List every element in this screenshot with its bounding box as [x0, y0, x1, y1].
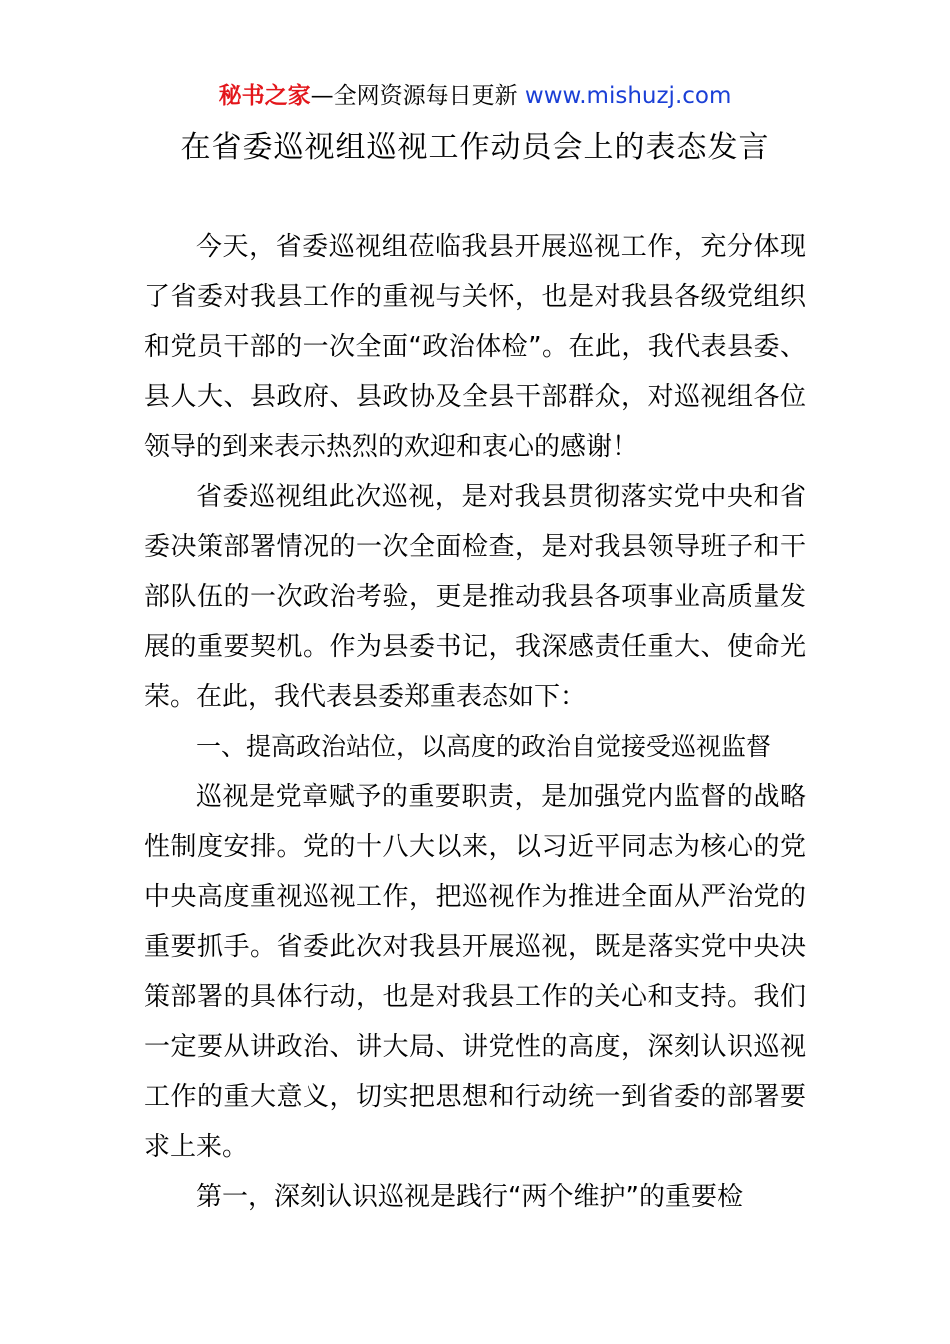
site-header: [0, 80, 950, 112]
brand-name: 秘书之家: [218, 83, 311, 109]
document-body: [144, 222, 806, 1222]
site-slogan: —全网资源每日更新: [310, 83, 525, 109]
section-heading-1: 一、提高政治站位，以高度的政治自觉接受巡视监督: [196, 732, 772, 761]
paragraph-intro: 今天，省委巡视组莅临我县开展巡视工作，充分体现了省委对我县工作的重视与关怀，也是对我县各级党组织和党员干部的一次全面“政治体检”。在此，我代表县委、县人大、县政府、县政协及全县干部群众，对巡视组各位领导的到来表示热烈的欢迎和衷心的感谢！: [144, 232, 806, 462]
paragraph-point-1: 第一，深刻认识巡视是践行“两个维护”的重要检: [196, 1182, 743, 1212]
paragraph-statement: 省委巡视组此次巡视，是对我县贯彻落实党中央和省委决策部署情况的一次全面检查，是对我县领导班子和干部队伍的一次政治考验，更是推动我县各项事业高质量发展的重要契机。作为县委书记，我深感责任重大、使命光荣。在此，我代表县委郑重表态如下：: [144, 482, 806, 712]
site-url-link[interactable]: www.mishuzj.com: [524, 83, 732, 109]
paragraph-section-1: 巡视是党章赋予的重要职责，是加强党内监督的战略性制度安排。党的十八大以来，以习近平同志为核心的党中央高度重视巡视工作，把巡视作为推进全面从严治党的重要抓手。省委此次对我县开展巡视，既是落实党中央决策部署的具体行动，也是对我县工作的关心和支持。我们一定要从讲政治、讲大局、讲党性的高度，深刻认识巡视工作的重大意义，切实把思想和行动统一到省委的部署要求上来。: [144, 782, 806, 1162]
document-title: 在省委巡视组巡视工作动员会上的表态发言: [180, 130, 770, 165]
